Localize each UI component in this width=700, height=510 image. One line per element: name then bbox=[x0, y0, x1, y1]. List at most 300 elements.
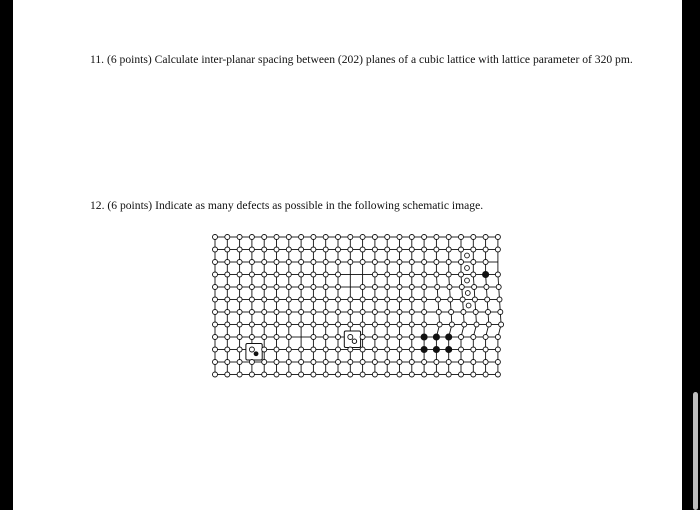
impurity-atom bbox=[421, 334, 427, 340]
lattice-atom bbox=[336, 285, 341, 290]
lattice-atom bbox=[397, 272, 402, 277]
lattice-atom bbox=[213, 322, 218, 327]
lattice-atom bbox=[299, 235, 304, 240]
dislocation-extra-atom bbox=[465, 291, 470, 296]
lattice-atom bbox=[323, 285, 328, 290]
lattice-atom bbox=[435, 285, 440, 290]
lattice-atom bbox=[483, 235, 488, 240]
lattice-atom bbox=[385, 347, 390, 352]
interstitial-cell bbox=[246, 344, 262, 361]
lattice-atom bbox=[449, 322, 454, 327]
lattice-atom bbox=[360, 335, 365, 340]
lattice-atom bbox=[323, 360, 328, 365]
lattice-atom bbox=[225, 297, 230, 302]
lattice-atom bbox=[397, 372, 402, 377]
lattice-atom bbox=[372, 360, 377, 365]
lattice-atom bbox=[471, 372, 476, 377]
question-12-points: (6 points) bbox=[107, 199, 153, 212]
lattice-atom bbox=[409, 335, 414, 340]
lattice-atom bbox=[495, 360, 500, 365]
lattice-atom bbox=[213, 335, 218, 340]
impurity-atom bbox=[483, 271, 489, 277]
lattice-atom bbox=[409, 235, 414, 240]
lattice-atom bbox=[249, 297, 254, 302]
lattice-atom bbox=[422, 247, 427, 252]
question-11 bbox=[90, 52, 635, 68]
lattice-atom bbox=[311, 247, 316, 252]
lattice-atom bbox=[249, 310, 254, 315]
lattice-atom bbox=[213, 260, 218, 265]
lattice-atom bbox=[372, 235, 377, 240]
lattice-atom bbox=[286, 310, 291, 315]
lattice-atom bbox=[311, 235, 316, 240]
lattice-atom bbox=[385, 285, 390, 290]
lattice-atom bbox=[225, 335, 230, 340]
lattice-atom bbox=[225, 247, 230, 252]
lattice-atom bbox=[286, 360, 291, 365]
lattice-atom bbox=[237, 260, 242, 265]
lattice-atom bbox=[372, 310, 377, 315]
lattice-atom bbox=[409, 310, 414, 315]
lattice-atom bbox=[372, 372, 377, 377]
lattice-atom bbox=[472, 297, 477, 302]
impurity-atom bbox=[433, 346, 439, 352]
lattice-atom bbox=[311, 297, 316, 302]
lattice-atom bbox=[299, 360, 304, 365]
lattice-atom bbox=[495, 347, 500, 352]
lattice-atom bbox=[397, 247, 402, 252]
lattice-atom bbox=[323, 272, 328, 277]
lattice-atom bbox=[360, 247, 365, 252]
lattice-atom bbox=[462, 322, 467, 327]
lattice-atom bbox=[336, 310, 341, 315]
lattice-atom bbox=[237, 272, 242, 277]
question-12 bbox=[90, 198, 635, 214]
document-page bbox=[13, 0, 682, 510]
lattice-atom bbox=[213, 310, 218, 315]
lattice-atom bbox=[485, 297, 490, 302]
lattice-atom bbox=[385, 272, 390, 277]
substitutional-atom bbox=[352, 339, 356, 343]
lattice-atom bbox=[484, 285, 489, 290]
lattice-atom bbox=[213, 235, 218, 240]
lattice-atom bbox=[237, 360, 242, 365]
lattice-atom bbox=[225, 322, 230, 327]
lattice-atom bbox=[397, 260, 402, 265]
lattice-atom bbox=[486, 322, 491, 327]
lattice-atom bbox=[299, 347, 304, 352]
lattice-atom bbox=[225, 235, 230, 240]
question-11-points: (6 points) bbox=[106, 53, 152, 66]
lattice-atom bbox=[213, 247, 218, 252]
lattice-atom bbox=[409, 285, 414, 290]
lattice-atom bbox=[274, 272, 279, 277]
lattice-atom bbox=[471, 272, 476, 277]
lattice-atom bbox=[225, 285, 230, 290]
lattice-atom bbox=[336, 335, 341, 340]
lattice-atom bbox=[323, 310, 328, 315]
lattice-atom bbox=[336, 235, 341, 240]
lattice-atom bbox=[262, 372, 267, 377]
lattice-atom bbox=[360, 372, 365, 377]
lattice-atom bbox=[372, 347, 377, 352]
lattice-atom bbox=[499, 322, 504, 327]
lattice-atom bbox=[422, 285, 427, 290]
lattice-atom bbox=[372, 297, 377, 302]
lattice-atom bbox=[437, 322, 442, 327]
lattice-atom bbox=[311, 272, 316, 277]
lattice-atom bbox=[434, 247, 439, 252]
lattice-atom bbox=[286, 335, 291, 340]
lattice-atom bbox=[459, 285, 464, 290]
lattice-atom bbox=[471, 360, 476, 365]
lattice-atom bbox=[225, 260, 230, 265]
lattice-atom bbox=[348, 360, 353, 365]
lattice-atom bbox=[449, 310, 454, 315]
lattice-atom bbox=[225, 347, 230, 352]
lattice-atom bbox=[471, 247, 476, 252]
lattice-atom bbox=[372, 272, 377, 277]
lattice-atom bbox=[286, 297, 291, 302]
lattice-atom bbox=[397, 347, 402, 352]
lattice-atom bbox=[336, 322, 341, 327]
lattice-atom bbox=[262, 347, 267, 352]
lattice-atom bbox=[323, 235, 328, 240]
lattice-atom bbox=[213, 285, 218, 290]
lattice-atom bbox=[385, 360, 390, 365]
lattice-atom bbox=[262, 335, 267, 340]
lattice-atom bbox=[409, 260, 414, 265]
lattice-atom bbox=[286, 260, 291, 265]
lattice-atom bbox=[348, 372, 353, 377]
lattice-atom bbox=[471, 335, 476, 340]
question-11-text: Calculate inter-planar spacing between (202) planes of a cubic lattice with lattice parameter of 320 pm. bbox=[154, 53, 633, 66]
lattice-atom bbox=[299, 272, 304, 277]
lattice-atom bbox=[323, 260, 328, 265]
lattice-atom bbox=[299, 285, 304, 290]
lattice-atom bbox=[323, 335, 328, 340]
lattice-atom bbox=[336, 260, 341, 265]
lattice-atom bbox=[422, 272, 427, 277]
lattice-atom bbox=[459, 372, 464, 377]
lattice-atom bbox=[237, 310, 242, 315]
lattice-atom bbox=[422, 310, 427, 315]
lattice-atom bbox=[249, 260, 254, 265]
lattice-atom bbox=[274, 260, 279, 265]
lattice-atom bbox=[262, 247, 267, 252]
lattice-atom bbox=[262, 260, 267, 265]
lattice-atom bbox=[213, 372, 218, 377]
lattice-atom bbox=[336, 272, 341, 277]
lattice-atom bbox=[434, 235, 439, 240]
lattice-atom bbox=[249, 360, 254, 365]
lattice-atom bbox=[471, 347, 476, 352]
lattice-atom bbox=[461, 310, 466, 315]
lattice-atom bbox=[262, 235, 267, 240]
lattice-atom bbox=[311, 285, 316, 290]
lattice-atom bbox=[311, 347, 316, 352]
lattice-atom bbox=[262, 322, 267, 327]
lattice-atom bbox=[311, 322, 316, 327]
lattice-atom bbox=[286, 235, 291, 240]
impurity-atom bbox=[421, 346, 427, 352]
lattice-atom bbox=[385, 322, 390, 327]
lattice-atom bbox=[409, 247, 414, 252]
lattice-atom bbox=[274, 285, 279, 290]
lattice-atom bbox=[249, 372, 254, 377]
lattice-atom bbox=[495, 235, 500, 240]
lattice-atom bbox=[498, 310, 503, 315]
lattice-atom bbox=[372, 247, 377, 252]
lattice-atom bbox=[471, 260, 476, 265]
lattice-atom bbox=[237, 372, 242, 377]
lattice-atom bbox=[274, 310, 279, 315]
lattice-atom bbox=[483, 372, 488, 377]
lattice-atom bbox=[496, 285, 501, 290]
lattice-atom bbox=[459, 272, 464, 277]
lattice-atom bbox=[385, 235, 390, 240]
lattice-atom bbox=[225, 372, 230, 377]
dislocation-extra-atom bbox=[465, 278, 470, 283]
lattice-atom bbox=[483, 347, 488, 352]
lattice-atom bbox=[274, 247, 279, 252]
lattice-atom bbox=[360, 347, 365, 352]
lattice-atom bbox=[372, 335, 377, 340]
lattice-atom bbox=[446, 235, 451, 240]
impurity-atom bbox=[433, 334, 439, 340]
lattice-atom bbox=[434, 372, 439, 377]
lattice-atom bbox=[274, 235, 279, 240]
lattice-atom bbox=[274, 347, 279, 352]
interstitial-atom bbox=[254, 351, 259, 356]
lattice-atom bbox=[237, 247, 242, 252]
lattice-atom bbox=[385, 310, 390, 315]
lattice-atom bbox=[422, 297, 427, 302]
lattice-atom bbox=[483, 247, 488, 252]
lattice-atom bbox=[348, 247, 353, 252]
lattice-atom bbox=[397, 335, 402, 340]
lattice-atom bbox=[360, 235, 365, 240]
lattice-atom bbox=[447, 285, 452, 290]
lattice-atom bbox=[459, 260, 464, 265]
lattice-atom bbox=[446, 360, 451, 365]
lattice-atom bbox=[436, 297, 441, 302]
lattice-atom bbox=[274, 335, 279, 340]
impurity-atom bbox=[446, 346, 452, 352]
lattice-atom bbox=[385, 247, 390, 252]
lattice-atom bbox=[213, 297, 218, 302]
lattice-atom bbox=[237, 322, 242, 327]
lattice-atom bbox=[274, 297, 279, 302]
lattice-atom bbox=[286, 322, 291, 327]
lattice-atom bbox=[213, 347, 218, 352]
lattice-atom bbox=[213, 272, 218, 277]
lattice-atom bbox=[286, 272, 291, 277]
lattice-atom bbox=[495, 372, 500, 377]
lattice-atom bbox=[372, 260, 377, 265]
lattice-atom bbox=[486, 310, 491, 315]
lattice-atom bbox=[446, 372, 451, 377]
lattice-atom bbox=[459, 360, 464, 365]
lattice-atom bbox=[473, 310, 478, 315]
lattice-atom bbox=[299, 372, 304, 377]
lattice-atom bbox=[409, 347, 414, 352]
lattice-atom bbox=[422, 235, 427, 240]
lattice-atom bbox=[237, 297, 242, 302]
crystal-lattice-defects-figure bbox=[199, 227, 517, 387]
lattice-atom bbox=[225, 272, 230, 277]
lattice-atom bbox=[459, 235, 464, 240]
lattice-atom bbox=[336, 247, 341, 252]
lattice-atom bbox=[237, 335, 242, 340]
lattice-atom bbox=[311, 372, 316, 377]
lattice-atom bbox=[483, 260, 488, 265]
lattice-atom bbox=[360, 260, 365, 265]
lattice-atom bbox=[336, 297, 341, 302]
lattice-atom bbox=[495, 247, 500, 252]
lattice-atom bbox=[237, 347, 242, 352]
lattice-atom bbox=[348, 297, 353, 302]
lattice-atom bbox=[249, 347, 254, 352]
lattice-atom bbox=[262, 285, 267, 290]
lattice-atom bbox=[409, 297, 414, 302]
lattice-atom bbox=[249, 272, 254, 277]
lattice-atom bbox=[323, 297, 328, 302]
lattice-atom bbox=[299, 310, 304, 315]
lattice-atom bbox=[348, 260, 353, 265]
lattice-atom bbox=[474, 322, 479, 327]
lattice-atom bbox=[472, 285, 477, 290]
lattice-atom bbox=[299, 297, 304, 302]
lattice-atom bbox=[348, 347, 353, 352]
lattice-atom bbox=[409, 272, 414, 277]
lattice-atom bbox=[323, 347, 328, 352]
lattice-atom bbox=[360, 297, 365, 302]
lattice-atom bbox=[286, 372, 291, 377]
lattice-atom bbox=[360, 285, 365, 290]
lattice-atom bbox=[311, 310, 316, 315]
lattice-atom bbox=[274, 360, 279, 365]
lattice-atom bbox=[409, 360, 414, 365]
lattice-atom bbox=[237, 285, 242, 290]
lattice-atom bbox=[422, 372, 427, 377]
lattice-atom bbox=[436, 310, 441, 315]
lattice-atom bbox=[434, 272, 439, 277]
lattice-atom bbox=[385, 297, 390, 302]
lattice-atom bbox=[397, 285, 402, 290]
lattice-atom bbox=[434, 360, 439, 365]
lattice-atom bbox=[385, 335, 390, 340]
lattice-atom bbox=[311, 335, 316, 340]
lattice-atom bbox=[422, 360, 427, 365]
dislocation-extra-atom bbox=[465, 266, 470, 271]
impurity-cell bbox=[344, 331, 360, 348]
lattice-atom bbox=[348, 235, 353, 240]
lattice-atom bbox=[446, 272, 451, 277]
lattice-atom bbox=[372, 285, 377, 290]
question-12-number: 12. bbox=[90, 199, 105, 212]
impurity-atom bbox=[446, 334, 452, 340]
lattice-atom bbox=[409, 322, 414, 327]
question-12-text: Indicate as many defects as possible in the following schematic image. bbox=[155, 199, 484, 212]
lattice-atom bbox=[225, 310, 230, 315]
lattice-atom bbox=[459, 247, 464, 252]
lattice-atom bbox=[274, 322, 279, 327]
lattice-atom bbox=[348, 310, 353, 315]
lattice-atom bbox=[495, 335, 500, 340]
dislocation-extra-atom bbox=[466, 303, 471, 308]
lattice-atom bbox=[397, 297, 402, 302]
lattice-atom bbox=[213, 360, 218, 365]
dislocation-extra-atom bbox=[465, 253, 470, 258]
lattice-atom bbox=[262, 360, 267, 365]
lattice-atom bbox=[446, 260, 451, 265]
lattice-atom bbox=[434, 260, 439, 265]
lattice-atom bbox=[483, 360, 488, 365]
lattice-atom bbox=[323, 247, 328, 252]
lattice-atom bbox=[495, 272, 500, 277]
lattice-atom bbox=[262, 310, 267, 315]
lattice-atom bbox=[336, 360, 341, 365]
lattice-atom bbox=[360, 310, 365, 315]
lattice-atom bbox=[323, 372, 328, 377]
lattice-atom bbox=[397, 360, 402, 365]
lattice-atom bbox=[262, 272, 267, 277]
lattice-atom bbox=[460, 297, 465, 302]
lattice-atom bbox=[471, 235, 476, 240]
lattice-atom bbox=[483, 335, 488, 340]
lattice-atom bbox=[397, 310, 402, 315]
lattice-atom bbox=[225, 360, 230, 365]
lattice-atom bbox=[336, 347, 341, 352]
lattice-atom bbox=[422, 260, 427, 265]
lattice-atom bbox=[249, 285, 254, 290]
lattice-atom bbox=[299, 260, 304, 265]
lattice-atom bbox=[497, 297, 502, 302]
lattice-atom bbox=[311, 260, 316, 265]
lattice-atom bbox=[299, 322, 304, 327]
lattice-atom bbox=[286, 247, 291, 252]
question-11-number: 11. bbox=[90, 53, 105, 66]
lattice-atom bbox=[448, 297, 453, 302]
lattice-atom bbox=[360, 322, 365, 327]
lattice-atom bbox=[323, 322, 328, 327]
lattice-atom bbox=[249, 247, 254, 252]
lattice-atom bbox=[249, 235, 254, 240]
lattice-atom bbox=[274, 372, 279, 377]
lattice-atom bbox=[360, 360, 365, 365]
lattice-atom bbox=[409, 372, 414, 377]
lattice-atom bbox=[299, 247, 304, 252]
lattice-atom bbox=[459, 347, 464, 352]
lattice-atom bbox=[385, 260, 390, 265]
lattice-atom bbox=[249, 335, 254, 340]
lattice-atom bbox=[446, 247, 451, 252]
lattice-atom bbox=[397, 235, 402, 240]
lattice-atom bbox=[422, 322, 427, 327]
lattice-atom bbox=[372, 322, 377, 327]
lattice-atom bbox=[311, 360, 316, 365]
lattice-atom bbox=[397, 322, 402, 327]
lattice-atom bbox=[348, 322, 353, 327]
lattice-atom bbox=[336, 372, 341, 377]
lattice-atom bbox=[286, 347, 291, 352]
scrollbar[interactable] bbox=[693, 392, 698, 510]
lattice-atom bbox=[348, 335, 353, 340]
lattice-atom bbox=[459, 335, 464, 340]
lattice-atom bbox=[237, 235, 242, 240]
lattice-atom bbox=[286, 285, 291, 290]
